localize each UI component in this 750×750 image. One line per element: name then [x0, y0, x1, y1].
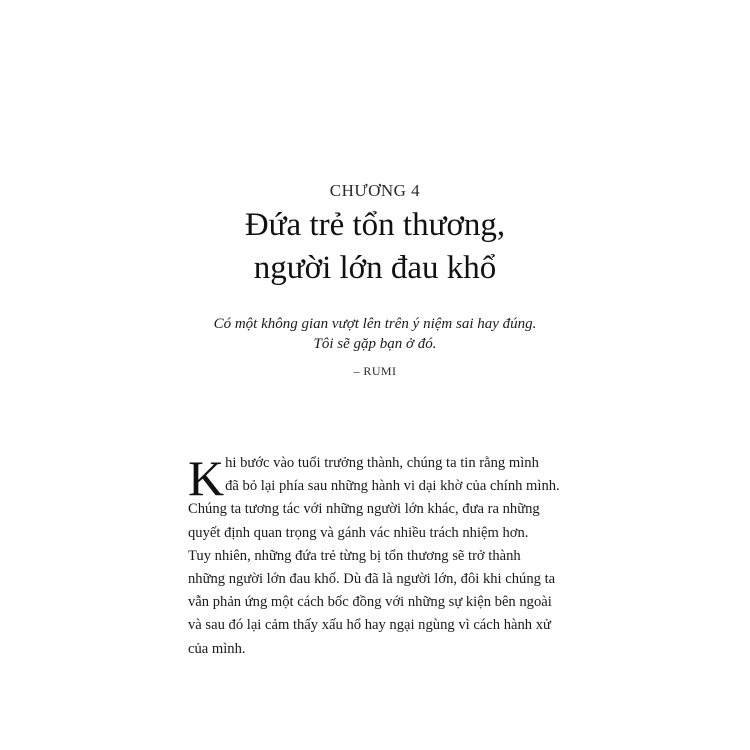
body-line: đã bỏ lại phía sau những hành vi dại khờ của chính mình.	[225, 478, 560, 495]
epigraph-quote	[0, 314, 750, 354]
epigraph-line: Có một không gian vượt lên trên ý niệm sai hay đúng.	[213, 316, 537, 332]
body-line: và sau đó lại cảm thấy xấu hổ hay ngại ngùng vì cách hành xử	[188, 617, 551, 634]
drop-cap: K	[188, 450, 225, 506]
chapter-label: CHƯƠNG 4	[329, 181, 421, 200]
epigraph-attribution: – RUMI	[353, 364, 397, 378]
body-paragraph	[188, 452, 580, 661]
chapter-title	[0, 204, 750, 290]
body-line: quyết định quan trọng và gánh vác nhiều trách nhiệm hơn.	[188, 524, 529, 541]
epigraph-line: Tôi sẽ gặp bạn ở đó.	[313, 336, 437, 352]
chapter-title-line: Đứa trẻ tổn thương,	[244, 207, 506, 243]
body-line: Tuy nhiên, những đứa trẻ từng bị tổn thương sẽ trở thành	[188, 547, 521, 564]
body-line: Chúng ta tương tác với những người lớn khác, đưa ra những	[188, 501, 540, 518]
chapter-title-line: người lớn đau khổ	[253, 250, 497, 286]
body-line: hi bước vào tuổi trưởng thành, chúng ta tin rằng mình	[225, 455, 539, 471]
body-line: vẫn phản ứng một cách bốc đồng với những sự kiện bên ngoài	[188, 594, 552, 611]
body-line: của mình.	[188, 640, 246, 657]
body-line: những người lớn đau khổ. Dù đã là người lớn, đôi khi chúng ta	[188, 571, 556, 588]
